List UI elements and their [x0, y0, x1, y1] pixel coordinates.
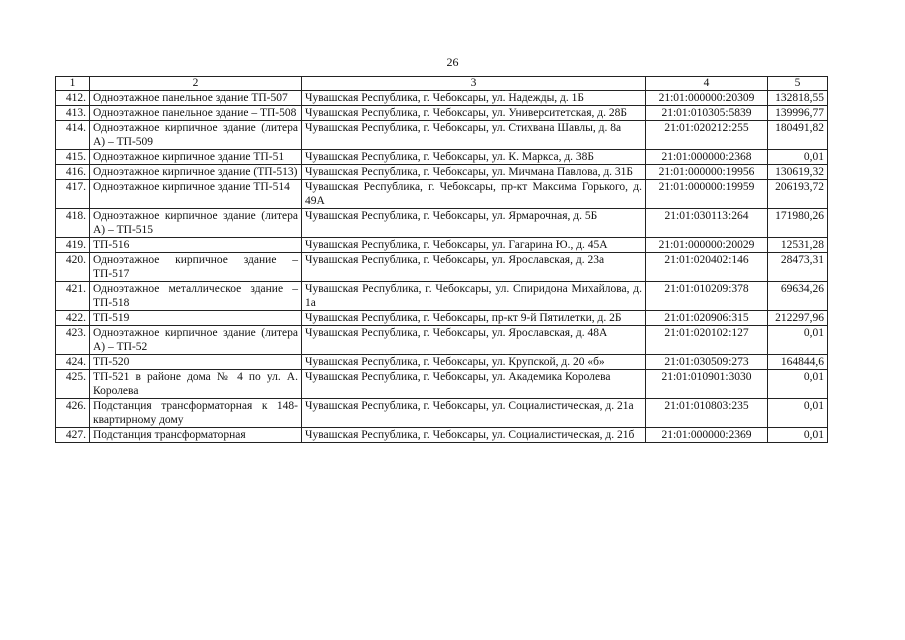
row-number: 414.	[56, 121, 90, 150]
cadastral-value: 12531,28	[768, 238, 828, 253]
object-address: Чувашская Республика, г. Чебоксары, ул. Социалистическая, д. 21б	[302, 428, 646, 443]
object-name: Одноэтажное кирпичное здание (литера А) – ТП-52	[90, 326, 302, 355]
object-name: ТП-516	[90, 238, 302, 253]
table-row	[56, 165, 828, 180]
cadastral-number: 21:01:020212:255	[646, 121, 768, 150]
cadastral-number: 21:01:030113:264	[646, 209, 768, 238]
cadastral-number: 21:01:020102:127	[646, 326, 768, 355]
table-row	[56, 91, 828, 106]
cadastral-value: 206193,72	[768, 180, 828, 209]
row-number: 423.	[56, 326, 90, 355]
object-address: Чувашская Республика, г. Чебоксары, ул. Академика Королева	[302, 370, 646, 399]
table-row	[56, 355, 828, 370]
table-row	[56, 106, 828, 121]
header-row	[56, 77, 828, 91]
cadastral-value: 0,01	[768, 428, 828, 443]
object-name: ТП-520	[90, 355, 302, 370]
cadastral-number: 21:01:010901:3030	[646, 370, 768, 399]
column-header: 1	[56, 77, 90, 91]
page-number: 26	[446, 55, 459, 69]
cadastral-value: 130619,32	[768, 165, 828, 180]
cadastral-number: 21:01:000000:2369	[646, 428, 768, 443]
object-name: Одноэтажное металлическое здание – ТП-518	[90, 282, 302, 311]
cadastral-number: 21:01:000000:20029	[646, 238, 768, 253]
object-address: Чувашская Республика, г. Чебоксары, ул. Надежды, д. 1Б	[302, 91, 646, 106]
row-number: 413.	[56, 106, 90, 121]
object-address: Чувашская Республика, г. Чебоксары, ул. Крупской, д. 20 «б»	[302, 355, 646, 370]
column-header: 5	[768, 77, 828, 91]
object-name: Подстанция трансформаторная	[90, 428, 302, 443]
object-name: Одноэтажное кирпичное здание (литера А) – ТП-515	[90, 209, 302, 238]
table-row	[56, 399, 828, 428]
row-number: 427.	[56, 428, 90, 443]
row-number: 424.	[56, 355, 90, 370]
object-name: Одноэтажное панельное здание – ТП-508	[90, 106, 302, 121]
object-name: Одноэтажное панельное здание ТП-507	[90, 91, 302, 106]
object-address: Чувашская Республика, г. Чебоксары, ул. К. Маркса, д. 38Б	[302, 150, 646, 165]
object-address: Чувашская Республика, г. Чебоксары, ул. Спиридона Михайлова, д. 1а	[302, 282, 646, 311]
table-row	[56, 253, 828, 282]
cadastral-value: 69634,26	[768, 282, 828, 311]
object-address: Чувашская Республика, г. Чебоксары, ул. Ярославская, д. 23а	[302, 253, 646, 282]
row-number: 417.	[56, 180, 90, 209]
cadastral-number: 21:01:030509:273	[646, 355, 768, 370]
object-name: Подстанция трансформаторная к 148-квартирному дому	[90, 399, 302, 428]
row-number: 421.	[56, 282, 90, 311]
cadastral-value: 164844,6	[768, 355, 828, 370]
object-address: Чувашская Республика, г. Чебоксары, ул. Ярославская, д. 48А	[302, 326, 646, 355]
object-name: ТП-521 в районе дома № 4 по ул. А. Королева	[90, 370, 302, 399]
object-address: Чувашская Республика, г. Чебоксары, ул. Гагарина Ю., д. 45А	[302, 238, 646, 253]
cadastral-value: 171980,26	[768, 209, 828, 238]
cadastral-value: 0,01	[768, 370, 828, 399]
table-row	[56, 150, 828, 165]
property-table	[55, 76, 828, 443]
object-address: Чувашская Республика, г. Чебоксары, пр-кт 9-й Пятилетки, д. 2Б	[302, 311, 646, 326]
row-number: 422.	[56, 311, 90, 326]
object-address: Чувашская Республика, г. Чебоксары, пр-кт Максима Горького, д. 49А	[302, 180, 646, 209]
object-name: Одноэтажное кирпичное здание (ТП-513)	[90, 165, 302, 180]
cadastral-value: 212297,96	[768, 311, 828, 326]
row-number: 426.	[56, 399, 90, 428]
table-row	[56, 326, 828, 355]
object-address: Чувашская Республика, г. Чебоксары, ул. Мичмана Павлова, д. 31Б	[302, 165, 646, 180]
cadastral-number: 21:01:010209:378	[646, 282, 768, 311]
cadastral-number: 21:01:000000:19956	[646, 165, 768, 180]
object-name: ТП-519	[90, 311, 302, 326]
cadastral-number: 21:01:010305:5839	[646, 106, 768, 121]
cadastral-value: 0,01	[768, 399, 828, 428]
table-row	[56, 282, 828, 311]
table-row	[56, 209, 828, 238]
cadastral-number: 21:01:000000:20309	[646, 91, 768, 106]
column-header: 4	[646, 77, 768, 91]
object-address: Чувашская Республика, г. Чебоксары, ул. Стихвана Шавлы, д. 8а	[302, 121, 646, 150]
object-name: Одноэтажное кирпичное здание (литера А) – ТП-509	[90, 121, 302, 150]
object-name: Одноэтажное кирпичное здание ТП-51	[90, 150, 302, 165]
cadastral-value: 0,01	[768, 326, 828, 355]
row-number: 415.	[56, 150, 90, 165]
cadastral-value: 139996,77	[768, 106, 828, 121]
object-address: Чувашская Республика, г. Чебоксары, ул. Университетская, д. 28Б	[302, 106, 646, 121]
cadastral-number: 21:01:020402:146	[646, 253, 768, 282]
cadastral-value: 0,01	[768, 150, 828, 165]
cadastral-number: 21:01:020906:315	[646, 311, 768, 326]
table-row	[56, 370, 828, 399]
table-row	[56, 311, 828, 326]
column-header: 2	[90, 77, 302, 91]
object-name: Одноэтажное кирпичное здание – ТП-517	[90, 253, 302, 282]
table-row	[56, 428, 828, 443]
cadastral-value: 180491,82	[768, 121, 828, 150]
cadastral-number: 21:01:000000:19959	[646, 180, 768, 209]
row-number: 420.	[56, 253, 90, 282]
table-row	[56, 180, 828, 209]
cadastral-value: 28473,31	[768, 253, 828, 282]
column-header: 3	[302, 77, 646, 91]
object-address: Чувашская Республика, г. Чебоксары, ул. Ярмарочная, д. 5Б	[302, 209, 646, 238]
object-address: Чувашская Республика, г. Чебоксары, ул. Социалистическая, д. 21а	[302, 399, 646, 428]
object-name: Одноэтажное кирпичное здание ТП-514	[90, 180, 302, 209]
table-row	[56, 121, 828, 150]
row-number: 412.	[56, 91, 90, 106]
row-number: 425.	[56, 370, 90, 399]
cadastral-value: 132818,55	[768, 91, 828, 106]
cadastral-number: 21:01:010803:235	[646, 399, 768, 428]
table-row	[56, 238, 828, 253]
row-number: 416.	[56, 165, 90, 180]
row-number: 418.	[56, 209, 90, 238]
cadastral-number: 21:01:000000:2368	[646, 150, 768, 165]
row-number: 419.	[56, 238, 90, 253]
